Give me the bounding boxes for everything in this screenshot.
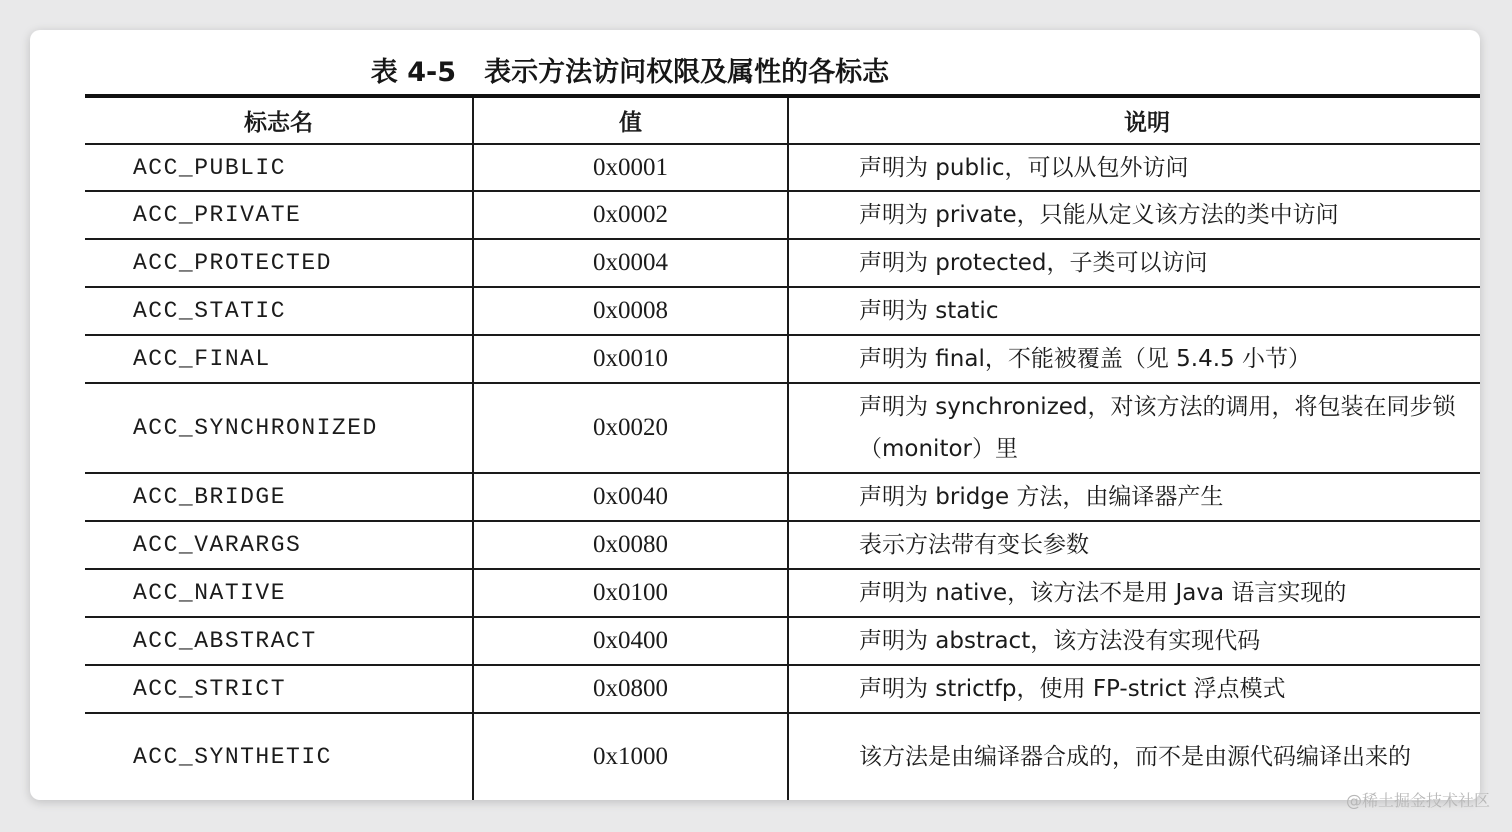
flag-value: 0x0002 bbox=[472, 192, 787, 238]
flag-description: 表示方法带有变长参数 bbox=[787, 522, 1480, 568]
flag-description: 声明为 native，该方法不是用 Java 语言实现的 bbox=[787, 570, 1480, 616]
watermark: @稀土掘金技术社区 bbox=[1345, 791, 1490, 810]
flag-name: ACC_SYNCHRONIZED bbox=[133, 415, 378, 441]
table-row bbox=[85, 618, 1480, 666]
flag-description: 声明为 static bbox=[787, 288, 1480, 334]
flag-description: 声明为 public，可以从包外访问 bbox=[787, 145, 1480, 190]
flag-value: 0x0100 bbox=[472, 570, 787, 616]
flag-description: 声明为 private，只能从定义该方法的类中访问 bbox=[787, 192, 1480, 238]
flag-value: 0x0020 bbox=[472, 384, 787, 472]
flag-description: 声明为 bridge 方法，由编译器产生 bbox=[787, 474, 1480, 520]
flag-name: ACC_PUBLIC bbox=[133, 154, 287, 181]
table-caption: 表 4-5 表示方法访问权限及属性的各标志 bbox=[370, 57, 890, 88]
flag-description: 声明为 synchronized，对该方法的调用，将包装在同步锁（monitor）里 bbox=[787, 384, 1480, 472]
flag-name: ACC_NATIVE bbox=[133, 580, 287, 606]
header-flag-name: 标志名 bbox=[244, 110, 313, 136]
flag-value: 0x1000 bbox=[472, 714, 787, 800]
document-card bbox=[30, 30, 1480, 800]
flag-value: 0x0001 bbox=[472, 145, 787, 190]
table-row bbox=[85, 240, 1480, 288]
table-row bbox=[85, 714, 1480, 800]
flag-value: 0x0008 bbox=[472, 288, 787, 334]
flag-name: ACC_PROTECTED bbox=[133, 250, 332, 276]
flag-name: ACC_FINAL bbox=[133, 346, 271, 372]
flag-name: ACC_STRICT bbox=[133, 676, 287, 702]
flag-value: 0x0080 bbox=[472, 522, 787, 568]
header-value: 值 bbox=[472, 98, 787, 143]
flag-value: 0x0010 bbox=[472, 336, 787, 382]
flag-description: 声明为 abstract，该方法没有实现代码 bbox=[787, 618, 1480, 664]
flag-name: ACC_PRIVATE bbox=[133, 202, 302, 228]
flag-name: ACC_VARARGS bbox=[133, 532, 302, 558]
table-header-row bbox=[85, 98, 1480, 145]
flag-description: 该方法是由编译器合成的，而不是由源代码编译出来的 bbox=[787, 714, 1480, 800]
flag-name: ACC_ABSTRACT bbox=[133, 628, 317, 654]
flag-name: ACC_BRIDGE bbox=[133, 484, 287, 510]
flag-name: ACC_SYNTHETIC bbox=[133, 744, 332, 770]
table-row bbox=[85, 570, 1480, 618]
flag-value: 0x0004 bbox=[472, 240, 787, 286]
header-description: 说明 bbox=[787, 98, 1480, 143]
table-row bbox=[85, 145, 1480, 192]
flag-description: 声明为 protected，子类可以访问 bbox=[787, 240, 1480, 286]
flag-value: 0x0040 bbox=[472, 474, 787, 520]
table-row bbox=[85, 288, 1480, 336]
table-row bbox=[85, 666, 1480, 714]
table-row bbox=[85, 336, 1480, 384]
table-row bbox=[85, 384, 1480, 474]
flag-value: 0x0400 bbox=[472, 618, 787, 664]
flag-value: 0x0800 bbox=[472, 666, 787, 712]
access-flags-table bbox=[85, 94, 1480, 800]
flag-description: 声明为 strictfp，使用 FP-strict 浮点模式 bbox=[787, 666, 1480, 712]
flag-name: ACC_STATIC bbox=[133, 298, 287, 324]
table-row bbox=[85, 522, 1480, 570]
flag-description: 声明为 final，不能被覆盖（见 5.4.5 小节） bbox=[787, 336, 1480, 382]
table-row bbox=[85, 192, 1480, 240]
table-row bbox=[85, 474, 1480, 522]
